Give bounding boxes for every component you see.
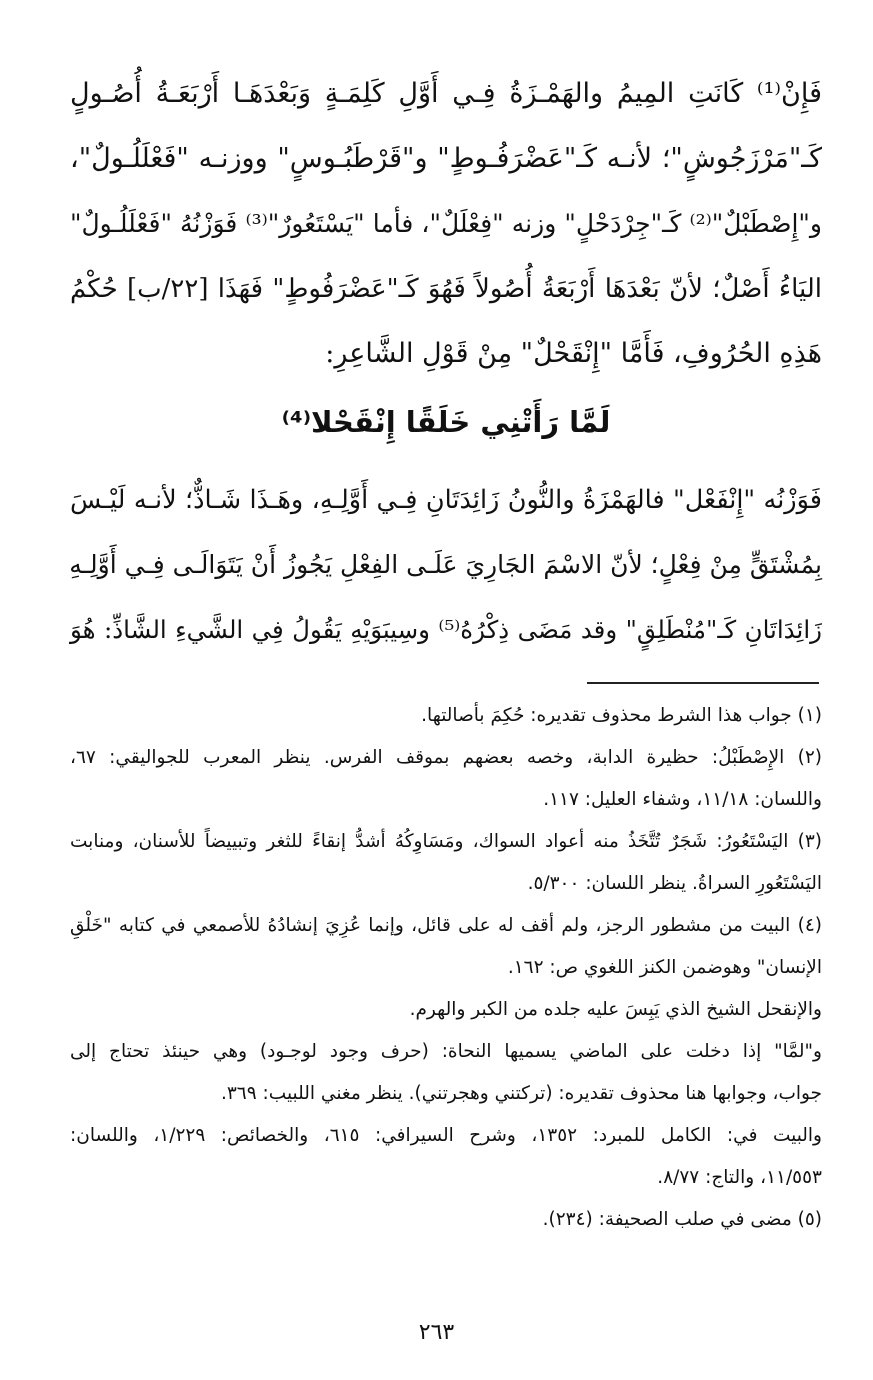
footnote-4-sources: والبيت في: الكامل للمبرد: ١٣٥٢، وشرح السيرافي: ٦١٥، والخصائص: ١/٢٢٩، واللسان: [70, 1125, 822, 1146]
footnote-4-definition: والإنقحل الشيخ الذي يَبِسَ عليه جلده من الكبر والهرم. [409, 999, 822, 1020]
footnote-1: (١) جواب هذا الشرط محذوف تقديره: حُكِمَ بأصالتها. [421, 705, 822, 726]
main-text-line-2: كَـ"مَرْزَجُوشٍ"؛ لأنـه كَـ"عَضْرَفُـوطٍ" و"قَرْطَبُـوسٍ" ووزنـه "فَعْلَلُـولٌ"، [70, 143, 822, 174]
main-text-line-3: و"إِصْطَبْلٌ"⁽²⁾ كَـ"جِرْدَحْلٍ" وزنه "فِعْلَلٌ"، فأما "يَسْتَعُورٌ"⁽³⁾ فَوَزْنُهُ "فَعْلَلُـولٌ" [70, 209, 822, 238]
poetry-verse: لَمَّا رَأَتْنِي خَلَقًا إِنْقَحْلا⁽⁴⁾ [281, 405, 611, 439]
main-text-line-6: فَوَزْنُه "إِنْفَعْل" فالهَمْزَةُ والنُّونُ زَائِدَتَانِ فِـي أَوَّلِـهِ، وهَـذَا شَـاذٌّ؛ لأنـه لَيْـسَ [70, 485, 822, 515]
footnote-4: (٤) البيت من مشطور الرجز، ولم أقف له على قائل، وإنما عُزِيَ إنشادُهُ للأصمعي في كتابه "خَلْقِ [70, 915, 822, 936]
main-text-line-7: بِمُشْتَقٍّ مِنْ فِعْلٍ؛ لأنّ الاسْمَ الجَارِيَ عَلَـى الفِعْلِ يَجُوزُ أَنْ يَتَوَالَـى فِـي أَوَّلِـهِ [69, 550, 822, 579]
footnote-4-sources-cont: ١١/٥٥٣، والتاج: ٨/٧٧. [657, 1167, 822, 1188]
footnote-4-grammar-cont: جواب، وجوابها هنا محذوف تقديره: (تركتني وهجرتني). ينظر مغني اللبيب: ٣٦٩. [220, 1083, 822, 1104]
footnote-3-cont: اليَسْتَعُورِ السراةُ. ينظر اللسان: ٥/٣٠٠. [527, 873, 822, 894]
footnote-divider [587, 682, 819, 684]
footnote-2: (٢) الإِصْطَبْلُ: حظيرة الدابة، وخصه بعضهم بموقف الفرس. ينظر المعرب للجواليقي: ٦٧، [70, 747, 822, 768]
footnote-2-cont: واللسان: ١١/١٨، وشفاء العليل: ١١٧. [543, 789, 822, 810]
footnote-4-cont: الإنسان" وهوضمن الكنز اللغوي ص: ١٦٢. [507, 957, 822, 978]
footnote-3: (٣) اليَسْتَعُورُ: شَجَرٌ تُتَّخَذُ منه أعواد السواك، ومَسَاوِكُهُ أشدُّ إنقاءً للثغر وتبييضاً للأسنان، ومنابت [70, 831, 822, 852]
page-number: ٢٦٣ [418, 1320, 455, 1345]
main-text-line-5: هَذِهِ الحُرُوفِ، فَأَمَّا "إِنْقَحْلٌ" مِنْ قَوْلِ الشَّاعِرِ: [325, 338, 822, 369]
main-text-line-1: فَإِنْ⁽¹⁾ كَانَتِ المِيمُ والهَمْـزَةُ فِـي أَوَّلِ كَلِمَـةٍ وَبَعْدَهَـا أَرْبَعَـةُ أُصُـولٍ [70, 78, 822, 109]
main-text-line-4: اليَاءُ أَصْلٌ؛ لأنّ بَعْدَهَا أَرْبَعَةُ أُصُولاً فَهُوَ كَـ"عَضْرَفُوطٍ" فَهَذَا [٢٢/ب] حُكْمُ [70, 274, 822, 304]
main-text-line-8: زَائِدَاتَانِ كَـ"مُنْطَلِقٍ" وقد مَضَى ذِكْرُهُ⁽⁵⁾ وسِيبَوَيْهِ يَقُولُ فِي الشَّيءِ الشَّاذِّ: هُوَ [70, 615, 822, 644]
footnote-4-grammar: و"لمَّا" إذا دخلت على الماضي يسميها النحاة: (حرف وجود لوجـود) وهي حينئذ تحتاج إلى [70, 1041, 822, 1062]
footnote-5: (٥) مضى في صلب الصحيفة: (٢٣٤). [542, 1209, 822, 1230]
